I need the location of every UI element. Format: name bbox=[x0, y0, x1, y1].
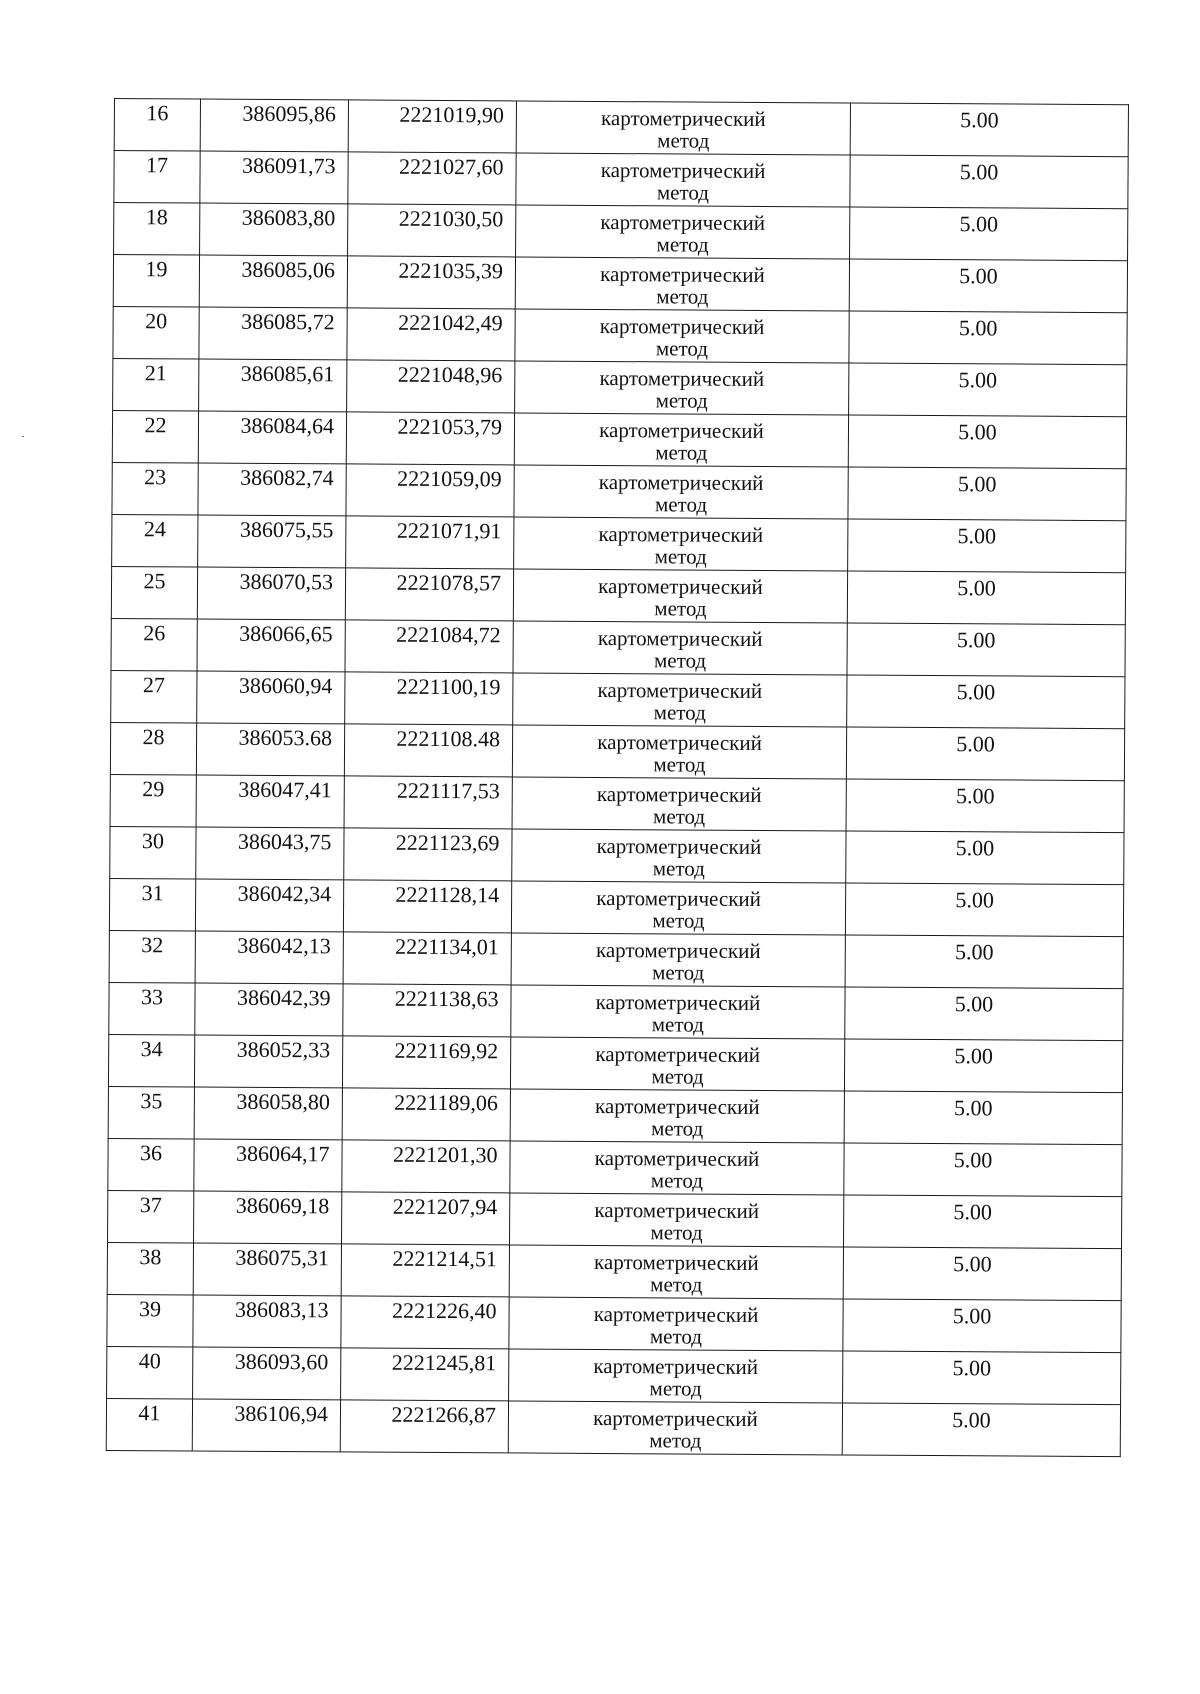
method-text-line-2: метод bbox=[655, 440, 708, 465]
table-row bbox=[107, 1346, 1121, 1404]
y-coordinate-cell: 2221117,53 bbox=[344, 776, 512, 829]
table-row bbox=[110, 774, 1124, 832]
y-coordinate-cell: 2221100,19 bbox=[345, 672, 513, 725]
accuracy-cell: 5.00 bbox=[849, 311, 1127, 365]
x-coordinate-cell: 386083,80 bbox=[200, 203, 348, 256]
point-number-cell: 27 bbox=[111, 670, 197, 723]
table-row bbox=[114, 151, 1128, 209]
method-cell bbox=[509, 1297, 843, 1351]
point-number-cell: 25 bbox=[111, 566, 197, 619]
accuracy-cell: 5.00 bbox=[844, 1039, 1122, 1093]
table-row bbox=[109, 982, 1123, 1040]
method-cell bbox=[508, 1401, 842, 1455]
method-text-line-2: метод bbox=[650, 1168, 704, 1193]
method-cell bbox=[514, 517, 848, 571]
method-cell bbox=[510, 1141, 844, 1195]
table-row bbox=[107, 1294, 1121, 1352]
method-text-line-2: метод bbox=[649, 1376, 702, 1401]
method-text-line-2: метод bbox=[653, 752, 706, 777]
method-text-line-2: метод bbox=[651, 1116, 704, 1141]
x-coordinate-cell: 386082,74 bbox=[198, 463, 346, 516]
x-coordinate-cell: 386095,86 bbox=[200, 99, 348, 152]
table-row bbox=[107, 1242, 1121, 1300]
table-row bbox=[110, 722, 1124, 780]
y-coordinate-cell: 2221138,63 bbox=[343, 984, 511, 1037]
y-coordinate-cell: 2221019,90 bbox=[348, 100, 516, 153]
method-text-line-2: метод bbox=[653, 648, 707, 673]
accuracy-cell: 5.00 bbox=[848, 519, 1126, 573]
method-cell bbox=[516, 205, 850, 259]
method-cell bbox=[510, 1037, 844, 1091]
y-coordinate-cell: 2221123,69 bbox=[344, 828, 512, 881]
point-number-cell: 37 bbox=[108, 1190, 194, 1243]
accuracy-cell: 5.00 bbox=[843, 1195, 1121, 1249]
method-text-line-2: метод bbox=[649, 1428, 702, 1453]
method-cell bbox=[515, 309, 849, 363]
table-row bbox=[108, 1190, 1122, 1248]
table-row bbox=[113, 358, 1127, 416]
method-text-line-1: картометрический bbox=[597, 677, 763, 703]
y-coordinate-cell: 2221207,94 bbox=[342, 1192, 510, 1245]
point-number-cell: 20 bbox=[113, 306, 199, 359]
method-text-line-1: картометрический bbox=[597, 625, 763, 651]
method-text-line-1: картометрический bbox=[596, 781, 762, 807]
method-text-line-1: картометрический bbox=[593, 1353, 759, 1379]
x-coordinate-cell: 386042,13 bbox=[195, 931, 343, 984]
accuracy-cell: 5.00 bbox=[846, 779, 1124, 833]
point-number-cell: 33 bbox=[109, 982, 195, 1035]
y-coordinate-cell: 2221030,50 bbox=[348, 204, 516, 257]
y-coordinate-cell: 2221027,60 bbox=[348, 152, 516, 205]
table-row bbox=[111, 670, 1125, 728]
method-text-line-1: картометрический bbox=[600, 157, 766, 183]
method-text-line-2: метод bbox=[654, 544, 707, 569]
method-cell bbox=[509, 1349, 843, 1403]
y-coordinate-cell: 2221169,92 bbox=[342, 1036, 510, 1089]
y-coordinate-cell: 2221134,01 bbox=[343, 932, 511, 985]
method-text-line-1: картометрический bbox=[599, 417, 764, 443]
method-cell bbox=[516, 101, 850, 155]
accuracy-cell: 5.00 bbox=[850, 155, 1128, 209]
table-row bbox=[112, 410, 1126, 468]
accuracy-cell: 5.00 bbox=[842, 1403, 1120, 1457]
method-text-line-2: метод bbox=[649, 1324, 703, 1349]
point-number-cell: 39 bbox=[107, 1294, 193, 1347]
method-cell bbox=[516, 153, 850, 207]
y-coordinate-cell: 2221035,39 bbox=[347, 256, 515, 309]
y-coordinate-cell: 2221053,79 bbox=[346, 412, 514, 465]
point-number-cell: 23 bbox=[112, 462, 198, 515]
x-coordinate-cell: 386064,17 bbox=[194, 1139, 342, 1192]
accuracy-cell: 5.00 bbox=[847, 571, 1125, 625]
accuracy-cell: 5.00 bbox=[847, 675, 1125, 729]
table-row bbox=[108, 1086, 1122, 1144]
x-coordinate-cell: 386106,94 bbox=[192, 1399, 340, 1452]
accuracy-cell: 5.00 bbox=[843, 1299, 1121, 1353]
method-text-line-1: картометрический bbox=[596, 833, 762, 859]
x-coordinate-cell: 386053.68 bbox=[196, 723, 344, 776]
method-text-line-1: картометрический bbox=[600, 209, 766, 235]
accuracy-cell: 5.00 bbox=[848, 467, 1126, 521]
table-row bbox=[109, 930, 1123, 988]
method-text-line-2: метод bbox=[657, 128, 710, 153]
point-number-cell: 30 bbox=[110, 826, 196, 879]
method-text-line-2: метод bbox=[652, 856, 705, 881]
scan-speck bbox=[22, 436, 24, 437]
y-coordinate-cell: 2221108.48 bbox=[344, 724, 512, 777]
method-cell bbox=[511, 881, 845, 935]
table-row bbox=[111, 618, 1125, 676]
point-number-cell: 35 bbox=[108, 1086, 194, 1139]
method-text-line-2: метод bbox=[655, 336, 709, 361]
method-text-line-1: картометрический bbox=[598, 469, 764, 495]
method-cell bbox=[514, 465, 848, 519]
method-cell bbox=[515, 361, 849, 415]
method-text-line-2: метод bbox=[653, 804, 706, 829]
point-number-cell: 31 bbox=[109, 878, 195, 931]
method-cell bbox=[509, 1245, 843, 1299]
method-text-line-2: метод bbox=[653, 700, 706, 725]
table-row bbox=[112, 462, 1126, 520]
accuracy-cell: 5.00 bbox=[847, 623, 1125, 677]
method-cell bbox=[512, 777, 846, 831]
method-text-line-1: картометрический bbox=[601, 105, 766, 131]
method-text-line-1: картометрический bbox=[595, 989, 761, 1015]
method-cell bbox=[513, 621, 847, 675]
y-coordinate-cell: 2221128,14 bbox=[343, 880, 511, 933]
table-row bbox=[109, 878, 1123, 936]
x-coordinate-cell: 386085,61 bbox=[199, 359, 347, 412]
method-text-line-2: метод bbox=[654, 596, 707, 621]
method-cell bbox=[511, 933, 845, 987]
method-text-line-2: метод bbox=[652, 908, 705, 933]
method-text-line-1: картометрический bbox=[600, 261, 765, 287]
accuracy-cell: 5.00 bbox=[848, 415, 1126, 469]
accuracy-cell: 5.00 bbox=[845, 987, 1123, 1041]
point-number-cell: 29 bbox=[110, 774, 196, 827]
x-coordinate-cell: 386066,65 bbox=[197, 619, 345, 672]
point-number-cell: 21 bbox=[113, 358, 199, 411]
point-number-cell: 19 bbox=[113, 255, 199, 308]
method-text-line-1: картометрический bbox=[594, 1145, 760, 1171]
accuracy-cell: 5.00 bbox=[845, 883, 1123, 937]
method-cell bbox=[513, 673, 847, 727]
method-text-line-2: метод bbox=[651, 1064, 704, 1089]
x-coordinate-cell: 386085,72 bbox=[199, 307, 347, 360]
y-coordinate-cell: 2221266,87 bbox=[340, 1400, 508, 1453]
table-row bbox=[113, 306, 1127, 364]
method-cell bbox=[511, 985, 845, 1039]
y-coordinate-cell: 2221059,09 bbox=[346, 464, 514, 517]
x-coordinate-cell: 386075,55 bbox=[198, 515, 346, 568]
method-text-line-2: метод bbox=[650, 1220, 703, 1245]
method-text-line-1: картометрический bbox=[593, 1301, 759, 1327]
x-coordinate-cell: 386069,18 bbox=[194, 1191, 342, 1244]
y-coordinate-cell: 2221189,06 bbox=[342, 1088, 510, 1141]
method-text-line-2: метод bbox=[652, 960, 705, 985]
x-coordinate-cell: 386091,73 bbox=[200, 151, 348, 204]
y-coordinate-cell: 2221042,49 bbox=[347, 308, 515, 361]
x-coordinate-cell: 386043,75 bbox=[196, 827, 344, 880]
accuracy-cell: 5.00 bbox=[846, 831, 1124, 885]
x-coordinate-cell: 386084,64 bbox=[198, 411, 346, 464]
method-text-line-1: картометрический bbox=[599, 365, 765, 391]
method-cell bbox=[512, 725, 846, 779]
method-text-line-2: метод bbox=[655, 388, 708, 413]
method-text-line-1: картометрический bbox=[595, 1041, 761, 1067]
y-coordinate-cell: 2221201,30 bbox=[342, 1140, 510, 1193]
accuracy-cell: 5.00 bbox=[846, 727, 1124, 781]
method-cell bbox=[512, 829, 846, 883]
method-cell bbox=[514, 413, 848, 467]
x-coordinate-cell: 386070,53 bbox=[197, 567, 345, 620]
point-number-cell: 22 bbox=[112, 410, 198, 463]
method-cell bbox=[510, 1089, 844, 1143]
x-coordinate-cell: 386058,80 bbox=[194, 1087, 342, 1140]
table-row bbox=[112, 514, 1126, 572]
table-row bbox=[114, 99, 1128, 157]
coordinates-table-body bbox=[106, 99, 1128, 1457]
y-coordinate-cell: 2221245,81 bbox=[341, 1348, 509, 1401]
method-text-line-2: метод bbox=[650, 1272, 703, 1297]
method-cell bbox=[510, 1193, 844, 1247]
x-coordinate-cell: 386093,60 bbox=[193, 1347, 341, 1400]
coordinates-table bbox=[106, 98, 1129, 1457]
method-text-line-2: метод bbox=[654, 492, 708, 517]
x-coordinate-cell: 386047,41 bbox=[196, 775, 344, 828]
method-text-line-1: картометрический bbox=[599, 313, 765, 339]
method-text-line-1: картометрический bbox=[597, 729, 762, 755]
method-text-line-1: картометрический bbox=[594, 1197, 760, 1223]
point-number-cell: 17 bbox=[114, 151, 200, 204]
x-coordinate-cell: 386042,34 bbox=[195, 879, 343, 932]
y-coordinate-cell: 2221078,57 bbox=[345, 568, 513, 621]
accuracy-cell: 5.00 bbox=[843, 1247, 1121, 1301]
accuracy-cell: 5.00 bbox=[844, 1143, 1122, 1197]
x-coordinate-cell: 386052,33 bbox=[194, 1035, 342, 1088]
method-cell bbox=[515, 257, 849, 311]
x-coordinate-cell: 386085,06 bbox=[199, 255, 347, 308]
table-row bbox=[110, 826, 1124, 884]
y-coordinate-cell: 2221084,72 bbox=[345, 620, 513, 673]
point-number-cell: 32 bbox=[109, 930, 195, 983]
y-coordinate-cell: 2221048,96 bbox=[347, 360, 515, 413]
point-number-cell: 18 bbox=[114, 203, 200, 256]
y-coordinate-cell: 2221071,91 bbox=[346, 516, 514, 569]
method-text-line-2: метод bbox=[656, 232, 709, 257]
point-number-cell: 36 bbox=[108, 1138, 194, 1191]
accuracy-cell: 5.00 bbox=[844, 1091, 1122, 1145]
accuracy-cell: 5.00 bbox=[850, 103, 1128, 157]
y-coordinate-cell: 2221214,51 bbox=[341, 1244, 509, 1297]
accuracy-cell: 5.00 bbox=[843, 1351, 1121, 1405]
method-text-line-1: картометрический bbox=[594, 1249, 759, 1275]
point-number-cell: 28 bbox=[110, 722, 196, 775]
method-cell bbox=[513, 569, 847, 623]
table-row bbox=[111, 566, 1125, 624]
x-coordinate-cell: 386060,94 bbox=[197, 671, 345, 724]
method-text-line-2: метод bbox=[656, 180, 710, 205]
accuracy-cell: 5.00 bbox=[849, 259, 1127, 313]
method-text-line-1: картометрический bbox=[598, 573, 763, 599]
accuracy-cell: 5.00 bbox=[849, 363, 1127, 417]
table-row bbox=[108, 1034, 1122, 1092]
point-number-cell: 34 bbox=[108, 1034, 194, 1087]
point-number-cell: 38 bbox=[107, 1242, 193, 1295]
method-text-line-2: метод bbox=[656, 284, 709, 309]
x-coordinate-cell: 386083,13 bbox=[193, 1295, 341, 1348]
table-row bbox=[108, 1138, 1122, 1196]
method-text-line-1: картометрический bbox=[598, 521, 764, 547]
table-row bbox=[106, 1398, 1120, 1456]
point-number-cell: 26 bbox=[111, 618, 197, 671]
method-text-line-1: картометрический bbox=[594, 1093, 760, 1119]
accuracy-cell: 5.00 bbox=[850, 207, 1128, 261]
method-text-line-2: метод bbox=[651, 1012, 704, 1037]
table-row bbox=[113, 255, 1127, 313]
accuracy-cell: 5.00 bbox=[845, 935, 1123, 989]
point-number-cell: 40 bbox=[107, 1346, 193, 1399]
x-coordinate-cell: 386042,39 bbox=[195, 983, 343, 1036]
method-text-line-1: картометрический bbox=[595, 937, 761, 963]
point-number-cell: 41 bbox=[106, 1398, 192, 1451]
x-coordinate-cell: 386075,31 bbox=[193, 1243, 341, 1296]
method-text-line-1: картометрический bbox=[593, 1405, 758, 1431]
point-number-cell: 16 bbox=[114, 99, 200, 152]
method-text-line-1: картометрический bbox=[596, 885, 762, 911]
table-row bbox=[114, 203, 1128, 261]
y-coordinate-cell: 2221226,40 bbox=[341, 1296, 509, 1349]
point-number-cell: 24 bbox=[112, 514, 198, 567]
